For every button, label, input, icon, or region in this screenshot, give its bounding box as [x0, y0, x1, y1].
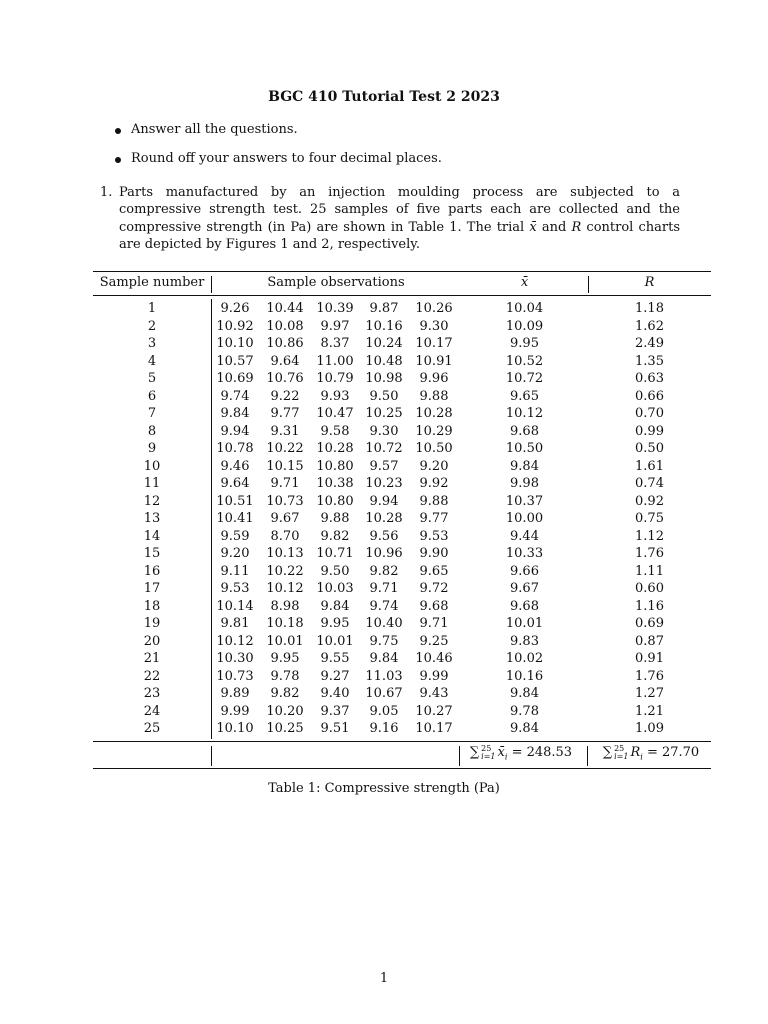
observation-cell: 9.30	[419, 318, 449, 334]
observation-cell: 9.75	[369, 633, 399, 649]
observation-cell: 9.71	[270, 476, 300, 491]
observation-cell: 10.25	[365, 406, 403, 421]
instruction-text: Answer all the questions.	[131, 122, 298, 137]
sum-upper-limit: 25	[614, 743, 625, 753]
observation-cell: 10.12	[266, 581, 304, 596]
observation-cell: 10.44	[266, 301, 304, 316]
sample-number-cell: 13	[143, 511, 161, 526]
sum-index: i	[504, 752, 508, 762]
observation-cell: 10.17	[415, 336, 453, 351]
observation-cell: 9.20	[220, 546, 250, 561]
sample-number-cell: 11	[143, 476, 161, 491]
observation-cell: 9.74	[220, 388, 250, 404]
observation-cell: 9.89	[220, 686, 250, 701]
sum-symbol: ∑	[469, 745, 480, 760]
observation-cell: 9.53	[220, 581, 250, 596]
observation-cell: 10.80	[316, 493, 354, 509]
sum-lower-limit: i=1	[614, 751, 629, 761]
footer-divider	[459, 746, 460, 766]
observation-cell: 9.68	[419, 598, 449, 614]
observation-cell: 10.80	[316, 458, 354, 474]
instruction-item	[113, 122, 442, 151]
observation-cell: 9.64	[220, 476, 250, 491]
range-cell: 1.12	[635, 528, 664, 544]
observation-cell: 10.08	[266, 318, 304, 334]
question-text-part: control charts are depicted by Figures 1 and 2, respectively.	[119, 219, 680, 253]
sum-symbol: ∑	[602, 745, 613, 760]
sample-number-cell: 15	[143, 546, 161, 561]
observation-cell: 10.27	[415, 703, 453, 719]
instruction-item	[113, 151, 442, 180]
observation-cell: 9.77	[419, 511, 449, 526]
observation-cell: 9.88	[419, 388, 449, 404]
table-footer-rule	[93, 741, 711, 742]
observation-cell: 9.84	[320, 598, 350, 614]
observation-cell: 10.50	[415, 441, 453, 456]
range-cell: 1.35	[635, 353, 664, 369]
footer-divider	[211, 746, 212, 766]
observation-cell: 9.65	[419, 563, 449, 579]
sample-number-cell: 5	[147, 371, 157, 386]
xbar-cell: 9.44	[510, 528, 539, 544]
xbar-cell: 10.02	[505, 651, 544, 666]
sample-number-cell: 24	[143, 703, 161, 719]
xbar-cell: 10.33	[505, 546, 544, 561]
range-cell: 0.60	[635, 581, 664, 596]
observation-cell: 9.74	[369, 598, 399, 614]
observation-cell: 9.67	[270, 511, 300, 526]
observation-cell: 9.30	[369, 423, 399, 439]
range-cell: 1.18	[635, 301, 664, 316]
sample-number-cell: 2	[147, 318, 157, 334]
xbar-cell: 10.01	[505, 616, 544, 631]
sum-index: i	[640, 752, 643, 762]
observation-cell: 10.72	[365, 441, 403, 456]
observation-cell: 9.88	[320, 511, 350, 526]
observation-cell: 10.20	[266, 703, 304, 719]
range-cell: 1.11	[635, 563, 664, 579]
xbar-cell: 10.52	[505, 353, 544, 369]
observation-cell: 9.46	[220, 458, 250, 474]
xbar-cell: 9.78	[510, 703, 539, 719]
observation-cell: 10.10	[216, 721, 254, 736]
observation-cell: 10.91	[415, 353, 453, 369]
sample-number-cell: 23	[143, 686, 161, 701]
observation-cell: 9.64	[270, 353, 300, 369]
observation-cell: 10.73	[266, 493, 304, 509]
xbar-cell: 9.84	[510, 458, 539, 474]
xbar-cell: 9.84	[510, 686, 539, 701]
range-cell: 1.16	[635, 598, 664, 614]
observation-cell: 10.15	[266, 458, 304, 474]
observation-cell: 10.71	[316, 546, 354, 561]
observation-cell: 9.43	[419, 686, 449, 701]
observation-cell: 9.59	[220, 528, 250, 544]
observation-cell: 9.94	[220, 423, 250, 439]
instruction-text: Round off your answers to four decimal places.	[131, 151, 442, 166]
r-symbol: R	[630, 745, 641, 760]
sum-lower-limit: i=1	[481, 751, 496, 761]
observation-cell: 10.41	[216, 511, 254, 526]
observation-cell: 10.40	[365, 616, 403, 631]
observation-cell: 10.78	[216, 441, 254, 456]
observation-cell: 10.16	[365, 318, 403, 334]
table-bottom-rule	[93, 768, 711, 769]
observation-cell: 9.40	[320, 686, 350, 701]
xbar-sum-value: = 248.53	[507, 745, 573, 760]
observation-cell: 10.47	[316, 406, 354, 421]
observation-cell: 9.95	[320, 616, 350, 631]
observation-cell: 10.10	[216, 336, 254, 351]
xbar-cell: 9.66	[510, 563, 539, 579]
footer-range-sum	[591, 744, 711, 766]
sample-number-cell: 16	[143, 563, 161, 579]
observation-cell: 9.27	[320, 668, 350, 684]
observation-cell: 9.99	[419, 668, 449, 684]
observation-cell: 10.46	[415, 651, 453, 666]
sample-number-cell: 14	[143, 528, 161, 544]
observation-cell: 10.29	[415, 423, 453, 439]
observation-cell: 9.26	[220, 301, 250, 316]
observation-cell: 10.92	[216, 318, 254, 334]
range-cell: 1.76	[635, 668, 664, 684]
xbar-cell: 10.72	[505, 371, 544, 386]
observation-cell: 10.28	[415, 406, 453, 421]
observation-cell: 9.50	[369, 388, 399, 404]
header-xbar: x̄	[520, 275, 529, 290]
question-text	[119, 184, 680, 254]
observation-cell: 9.84	[369, 651, 399, 666]
xbar-cell: 9.68	[510, 598, 539, 614]
observation-cell: 10.98	[365, 371, 403, 386]
page-number: 1	[379, 971, 389, 986]
observation-cell: 9.11	[220, 563, 250, 579]
observation-cell: 9.72	[419, 581, 449, 596]
observation-cell: 9.58	[320, 423, 350, 439]
range-cell: 0.92	[635, 493, 664, 509]
observation-cell: 9.71	[419, 616, 449, 631]
xbar-cell: 10.00	[505, 511, 544, 526]
xbar-cell: 10.09	[505, 318, 544, 334]
observation-cell: 11.00	[316, 353, 354, 369]
range-cell: 1.62	[635, 318, 664, 334]
observation-cell: 10.22	[266, 563, 304, 579]
observation-cell: 9.05	[369, 703, 399, 719]
observation-cell: 9.93	[320, 388, 350, 404]
observation-cell: 8.98	[270, 598, 300, 614]
observation-cell: 9.81	[220, 616, 250, 631]
observation-cell: 10.28	[316, 441, 354, 456]
observation-cell: 11.03	[365, 668, 403, 684]
observation-cell: 10.12	[216, 633, 254, 649]
xbar-cell: 9.98	[510, 476, 539, 491]
observation-cell: 9.25	[419, 633, 449, 649]
xbar-cell: 10.37	[505, 493, 544, 509]
xbar-cell: 9.95	[510, 336, 539, 351]
observation-cell: 10.14	[216, 598, 254, 614]
sample-number-cell: 1	[147, 301, 157, 316]
observation-cell: 10.96	[365, 546, 403, 561]
xbar-cell: 10.16	[505, 668, 544, 684]
range-cell: 0.87	[635, 633, 664, 649]
observation-cell: 9.82	[320, 528, 350, 544]
sample-number-cell: 25	[143, 721, 161, 736]
header-range: R	[644, 275, 655, 290]
observation-cell: 10.28	[365, 511, 403, 526]
sample-number-cell: 19	[143, 616, 161, 631]
observation-cell: 9.78	[270, 668, 300, 684]
range-cell: 0.74	[635, 476, 664, 491]
observation-cell: 9.87	[369, 301, 399, 316]
observation-cell: 9.20	[419, 458, 449, 474]
observation-cell: 9.51	[320, 721, 350, 736]
observation-cell: 9.99	[220, 703, 250, 719]
table-caption: Table 1: Compressive strength (Pa)	[268, 781, 500, 796]
observation-cell: 9.95	[270, 651, 300, 666]
observation-cell: 9.57	[369, 458, 399, 474]
range-cell: 0.70	[635, 406, 664, 421]
question-text-part: Parts manufactured by an injection moulding process are subjected to a compressive strength test. 25 samples of five parts each are collected and the compressive strength (in Pa) are shown in Table 1. The trial	[119, 185, 680, 235]
sample-number-cell: 4	[147, 353, 157, 369]
xbar-cell: 10.50	[505, 441, 544, 456]
observation-cell: 10.03	[316, 581, 354, 596]
question-1	[100, 184, 680, 254]
observation-cell: 10.23	[365, 476, 403, 491]
sample-number-cell: 12	[143, 493, 161, 509]
observation-cell: 10.67	[365, 686, 403, 701]
observation-cell: 9.31	[270, 423, 300, 439]
observation-cell: 10.38	[316, 476, 354, 491]
observation-cell: 9.94	[369, 493, 399, 509]
observation-cell: 10.17	[415, 721, 453, 736]
sum-upper-limit: 25	[481, 743, 492, 753]
range-sum-value: = 27.70	[642, 745, 700, 760]
table-top-rule	[93, 271, 711, 272]
xbar-symbol: x̄	[529, 219, 537, 235]
observation-cell: 10.51	[216, 493, 254, 509]
footer-divider	[587, 746, 588, 766]
observation-cell: 9.37	[320, 703, 350, 719]
header-sample-number: Sample number	[99, 275, 205, 290]
range-cell: 0.69	[635, 616, 664, 631]
observation-cell: 9.50	[320, 563, 350, 579]
observation-cell: 9.88	[419, 493, 449, 509]
observation-cell: 9.82	[270, 686, 300, 701]
header-divider	[211, 276, 212, 293]
xbar-cell: 9.83	[510, 633, 539, 649]
range-cell: 2.49	[635, 336, 664, 351]
question-number: 1.	[100, 185, 113, 200]
observation-cell: 8.37	[320, 336, 350, 351]
observation-cell: 9.16	[369, 721, 399, 736]
observation-cell: 9.82	[369, 563, 399, 579]
observation-cell: 10.25	[266, 721, 304, 736]
table-header-rule	[93, 295, 711, 296]
sample-number-cell: 18	[143, 598, 161, 614]
range-cell: 1.61	[635, 458, 664, 474]
observation-cell: 9.96	[419, 371, 449, 386]
xbar-cell: 9.84	[510, 721, 539, 736]
xbar-cell: 10.12	[505, 406, 544, 421]
sample-number-cell: 7	[147, 406, 157, 421]
range-cell: 0.75	[635, 511, 664, 526]
observation-cell: 10.86	[266, 336, 304, 351]
range-cell: 0.91	[635, 651, 664, 666]
observation-cell: 10.73	[216, 668, 254, 684]
range-cell: 0.63	[635, 371, 664, 386]
range-cell: 1.27	[635, 686, 664, 701]
observation-cell: 10.57	[216, 353, 254, 369]
sample-number-cell: 3	[147, 336, 157, 351]
xbar-cell: 10.04	[505, 301, 544, 316]
xbar-cell: 9.67	[510, 581, 539, 596]
observation-cell: 9.71	[369, 581, 399, 596]
sample-number-cell: 8	[147, 423, 157, 439]
bullet-icon	[115, 157, 121, 163]
range-cell: 0.66	[635, 388, 664, 404]
sample-number-cell: 6	[147, 388, 157, 404]
observation-cell: 9.56	[369, 528, 399, 544]
observation-cell: 10.30	[216, 651, 254, 666]
range-cell: 0.99	[635, 423, 664, 439]
observation-cell: 9.84	[220, 406, 250, 421]
observation-cell: 10.24	[365, 336, 403, 351]
observation-cell: 10.76	[266, 371, 304, 386]
observation-cell: 9.53	[419, 528, 449, 544]
observation-cell: 9.22	[270, 388, 300, 404]
question-text-part: and	[536, 219, 572, 235]
sample-number-cell: 21	[143, 651, 161, 666]
header-divider	[588, 276, 589, 293]
observation-cell: 9.90	[419, 546, 449, 561]
bullet-icon	[115, 128, 121, 134]
sample-number-cell: 22	[143, 668, 161, 684]
observation-cell: 10.13	[266, 546, 304, 561]
observation-cell: 10.18	[266, 616, 304, 631]
observation-cell: 10.39	[316, 301, 354, 316]
xbar-cell: 9.68	[510, 423, 539, 439]
xbar-cell: 9.65	[510, 388, 539, 404]
sample-number-cell: 9	[147, 441, 157, 456]
observation-cell: 9.92	[419, 476, 449, 491]
sample-number-cell: 17	[143, 581, 161, 596]
observation-cell: 9.97	[320, 318, 350, 334]
body-divider	[211, 299, 212, 739]
document-title: BGC 410 Tutorial Test 2 2023	[268, 89, 500, 105]
observation-cell: 10.22	[266, 441, 304, 456]
observation-cell: 8.70	[270, 528, 300, 544]
observation-cell: 10.79	[316, 371, 354, 386]
range-cell: 1.09	[635, 721, 664, 736]
observation-cell: 10.69	[216, 371, 254, 386]
range-cell: 0.50	[635, 441, 664, 456]
sample-number-cell: 10	[143, 458, 161, 474]
instruction-list	[113, 122, 442, 180]
observation-cell: 10.48	[365, 353, 403, 369]
observation-cell: 10.01	[316, 633, 354, 649]
observation-cell: 9.77	[270, 406, 300, 421]
range-cell: 1.21	[635, 703, 664, 719]
r-symbol: R	[571, 219, 582, 235]
xbar-symbol: x̄	[497, 745, 505, 760]
header-sample-observations: Sample observations	[267, 275, 405, 290]
observation-cell: 10.26	[415, 301, 453, 316]
range-cell: 1.76	[635, 546, 664, 561]
observation-cell: 10.01	[266, 633, 304, 649]
sample-number-cell: 20	[143, 633, 161, 649]
footer-xbar-sum	[457, 744, 585, 766]
observation-cell: 9.55	[320, 651, 350, 666]
